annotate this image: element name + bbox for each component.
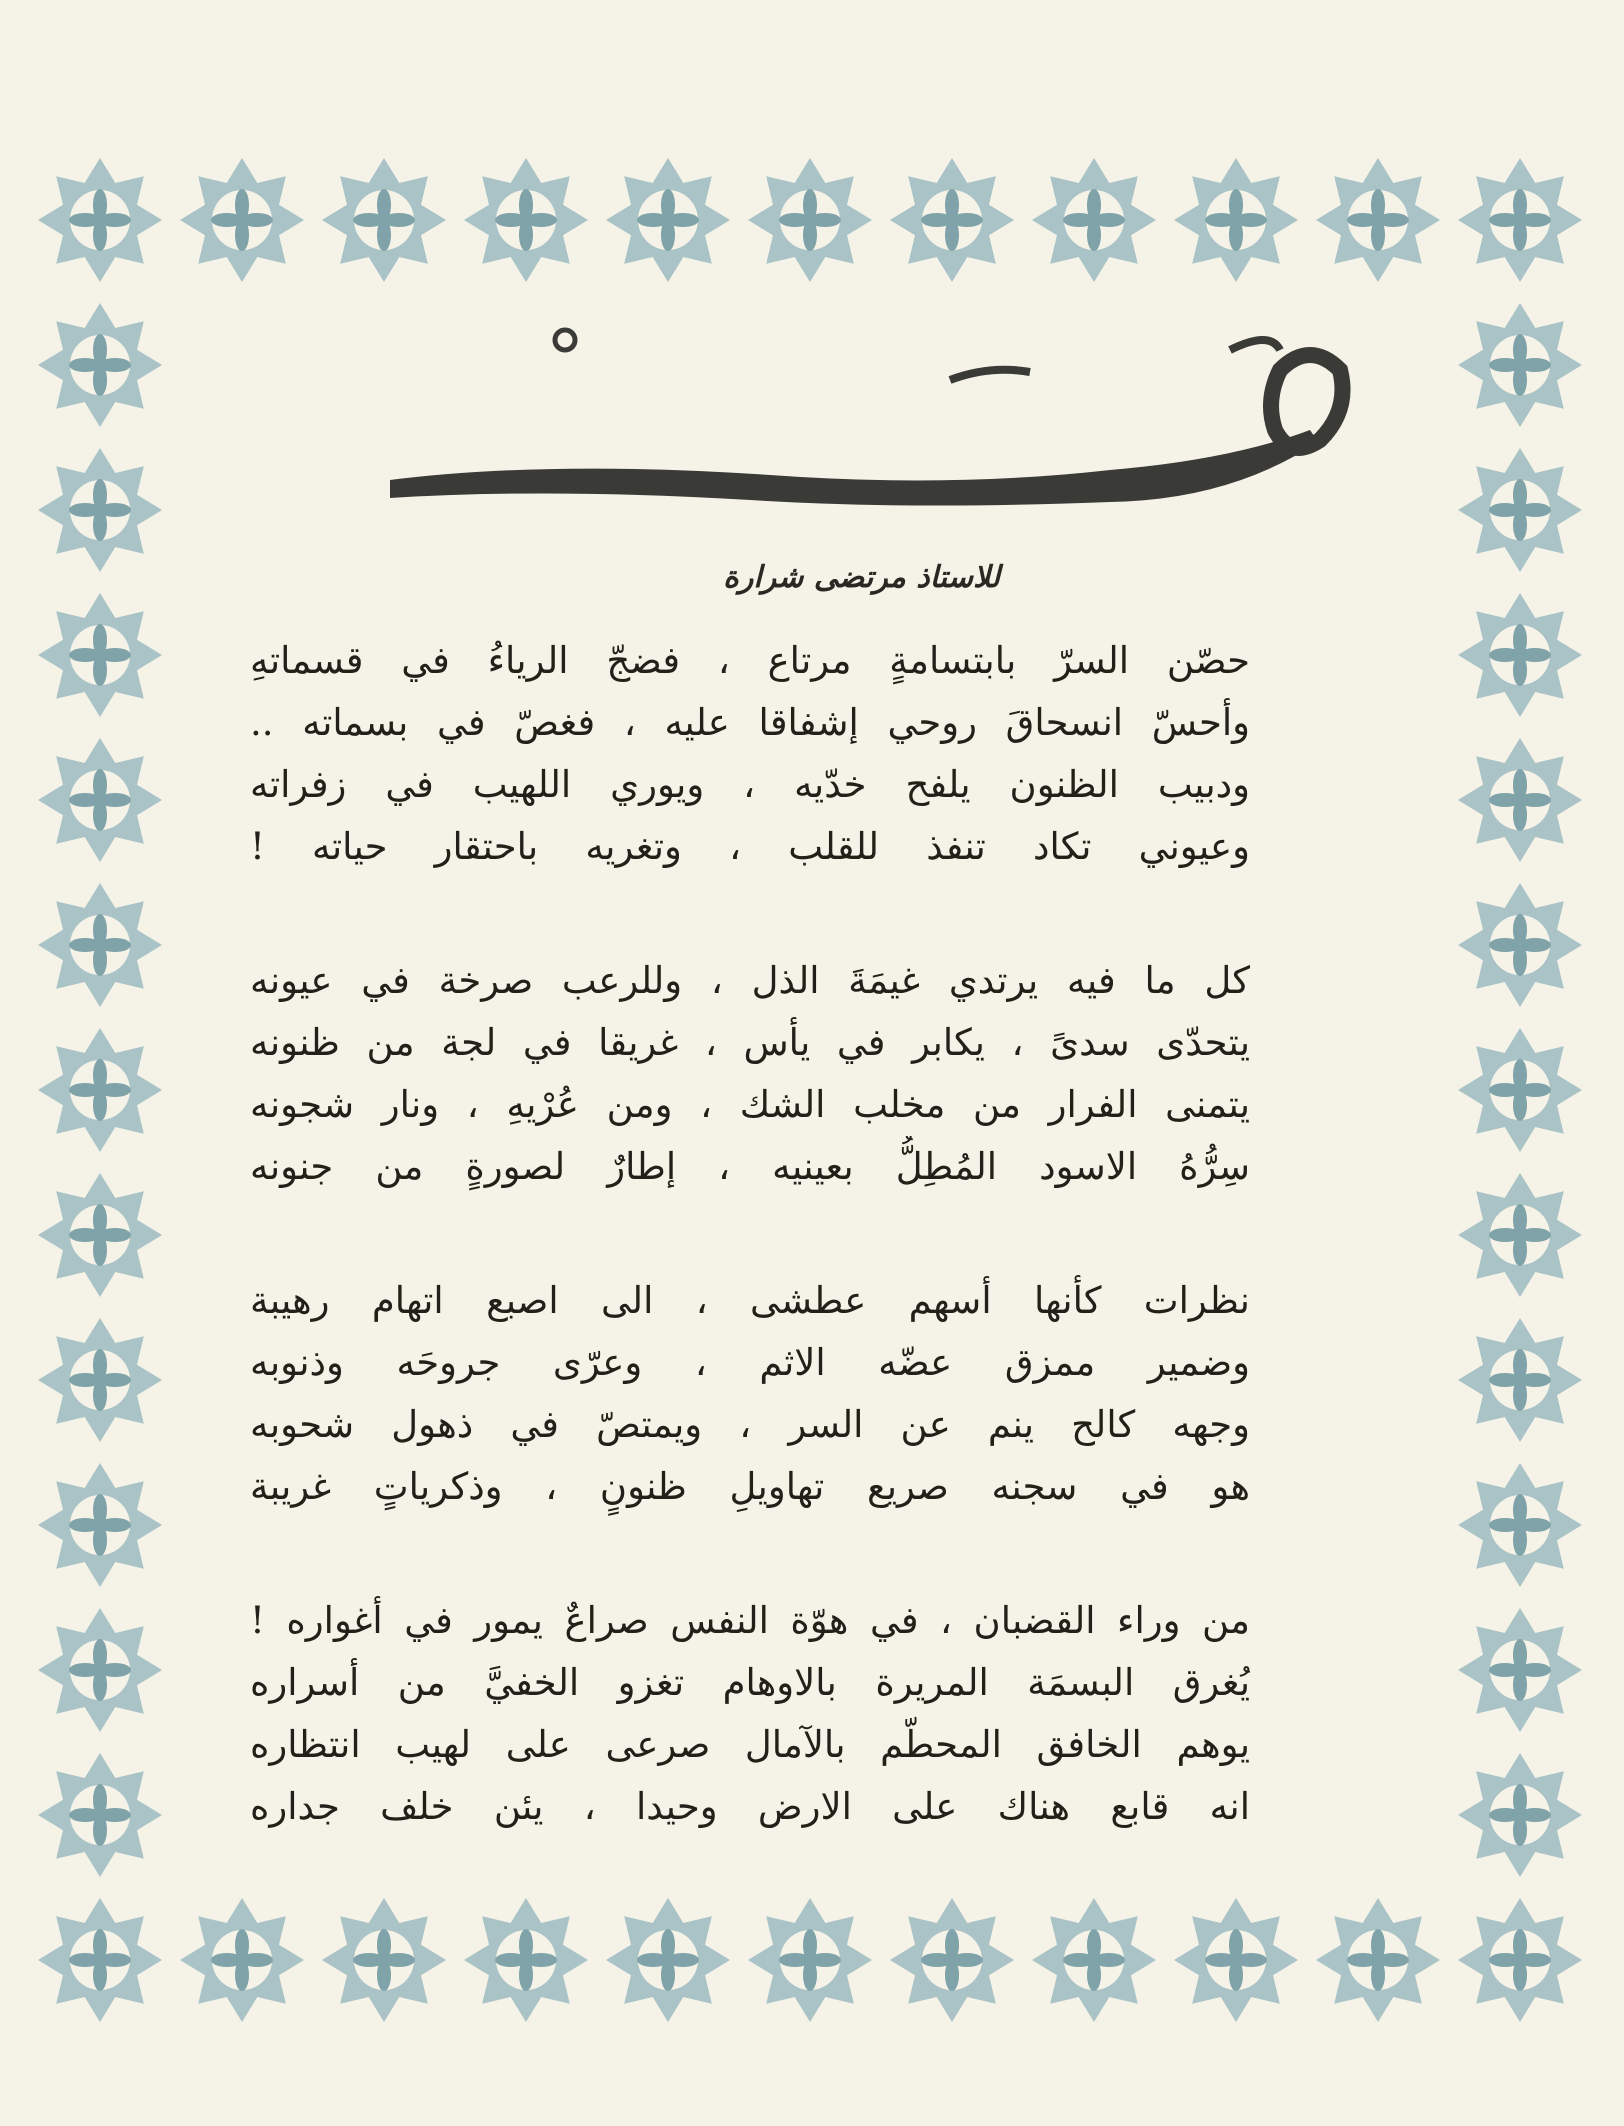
star-tile-icon [38,1463,162,1587]
verse-line: وأحسّ انسحاقَ روحي إشفاقا عليه ، فغصّ في بسماته .. [250,701,1250,744]
verse-line: وجهه كالح ينم عن السر ، ويمتصّ في ذهول شحوبه [250,1403,1250,1446]
star-tile-icon [1458,883,1582,1007]
star-tile-icon [1458,1608,1582,1732]
star-tile-icon [1458,1173,1582,1297]
star-tile-icon [1458,303,1582,427]
star-tile-icon [1458,593,1582,717]
star-tile-icon [1458,1463,1582,1587]
star-tile-icon [38,303,162,427]
stanza-2 [250,950,1250,1198]
star-tile-icon [1316,1898,1440,2022]
stanza-3 [250,1270,1250,1518]
star-tile-icon [890,1898,1014,2022]
verse-line: حصّن السرّ بابتسامةٍ مرتاع ، فضجّ الرياءُ في قسماتهِ [250,639,1250,682]
star-tile-icon [322,158,446,282]
stanza-1 [250,630,1250,878]
verse-line: يُغرق البسمَة المريرة بالاوهام تغزو الخفيَّ من أسراره [250,1661,1250,1704]
star-tile-icon [1458,158,1582,282]
star-tile-icon [180,1898,304,2022]
star-tile-icon [322,1898,446,2022]
verse-line: سِرُّهُ الاسود المُطِلُّ بعينيه ، إطارٌ لصورةٍ من جنونه [250,1145,1250,1188]
verse-line: ودبيب الظنون يلفح خدّيه ، ويوري اللهيب في زفراته [250,763,1250,806]
star-tile-icon [180,158,304,282]
star-tile-icon [38,1028,162,1152]
star-tile-icon [38,1608,162,1732]
star-tile-icon [748,158,872,282]
verse-line: يتمنى الفرار من مخلب الشك ، ومن عُرْيهِ ، ونار شجونه [250,1083,1250,1126]
verse-line: وضمير ممزق عضّه الاثم ، وعرّى جروحَه وذنوبه [250,1341,1250,1384]
stanza-4 [250,1590,1250,1838]
verse-line: وعيوني تكاد تنفذ للقلب ، وتغريه باحتقار حياته ! [250,825,1250,868]
verse-line: نظرات كأنها أسهم عطشى ، الى اصبع اتهام رهيبة [250,1279,1250,1322]
poem-content [250,310,1330,1850]
star-tile-icon [1174,158,1298,282]
star-tile-icon [1458,1898,1582,2022]
star-tile-icon [606,158,730,282]
star-tile-icon [1458,1318,1582,1442]
star-tile-icon [1458,1028,1582,1152]
verse-line: كل ما فيه يرتدي غيمَةَ الذل ، وللرعب صرخة في عيونه [250,959,1250,1002]
star-tile-icon [1032,1898,1156,2022]
star-tile-icon [464,158,588,282]
star-tile-icon [890,158,1014,282]
verse-line: هو في سجنه صريع تهاويلِ ظنونٍ ، وذكرياتٍ غريبة [250,1465,1250,1508]
star-tile-icon [606,1898,730,2022]
star-tile-icon [464,1898,588,2022]
star-tile-icon [1458,448,1582,572]
poem-author: للاستاذ مرتضى شرارة [723,560,1000,595]
verse-line: يوهم الخافق المحطّم بالآمال صرعى على لهيب انتظاره [250,1723,1250,1766]
star-tile-icon [38,1753,162,1877]
star-tile-icon [38,883,162,1007]
star-tile-icon [1174,1898,1298,2022]
star-tile-icon [38,1173,162,1297]
star-tile-icon [38,158,162,282]
verse-line: انه قابع هناك على الارض وحيدا ، يئن خلف جداره [250,1785,1250,1828]
star-tile-icon [38,593,162,717]
verse-line: من وراء القضبان ، في هوّة النفس صراعٌ يمور في أغواره ! [250,1599,1250,1642]
star-tile-icon [38,738,162,862]
star-tile-icon [38,1898,162,2022]
star-tile-icon [38,448,162,572]
star-tile-icon [748,1898,872,2022]
poem-title-block [350,310,1370,540]
star-tile-icon [1316,158,1440,282]
star-tile-icon [1032,158,1156,282]
star-tile-icon [38,1318,162,1442]
star-tile-icon [1458,738,1582,862]
verse-line: يتحدّى سدىً ، يكابر في يأس ، غريقا في لجة من ظنونه [250,1021,1250,1064]
star-tile-icon [1458,1753,1582,1877]
